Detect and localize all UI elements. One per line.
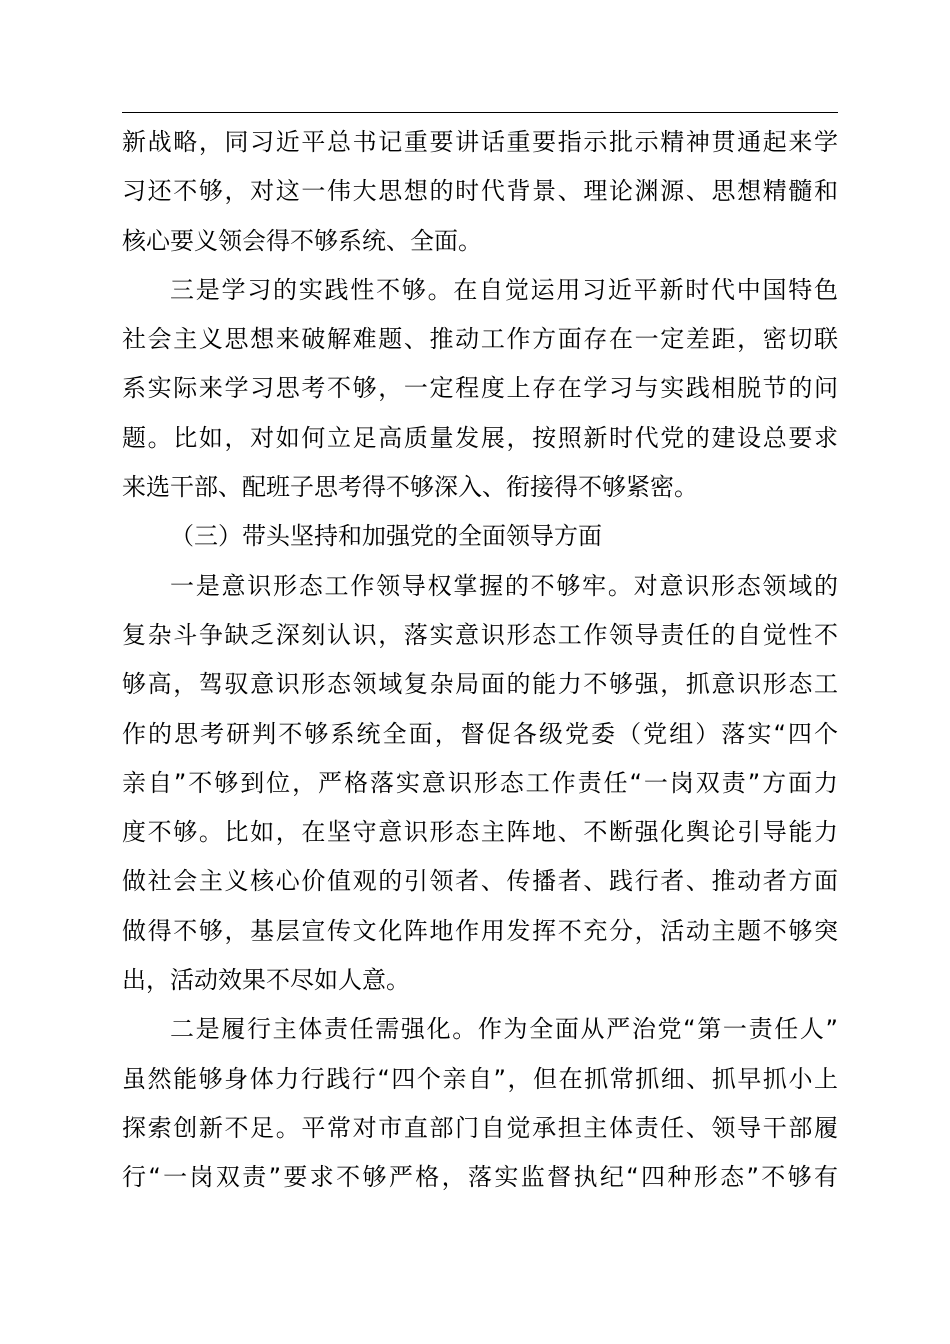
paragraph-start-line: 三是学习的实践性不够。在自觉运用习近平新时代中国特色 bbox=[170, 275, 838, 304]
text-line: 复杂斗争缺乏深刻认识，落实意识形态工作领导责任的自觉性不 bbox=[122, 620, 838, 649]
text-line: 探索创新不足。平常对市直部门自觉承担主体责任、领导干部履 bbox=[122, 1113, 838, 1142]
text-line: 够高，驾驭意识形态领域复杂局面的能力不够强，抓意识形态工 bbox=[122, 670, 838, 699]
document-body bbox=[122, 118, 838, 1203]
text-line: 题。比如，对如何立足高质量发展，按照新时代党的建设总要求 bbox=[122, 423, 838, 452]
text-line: 来选干部、配班子思考得不够深入、衔接得不够紧密。 bbox=[122, 473, 698, 502]
text-line: 作的思考研判不够系统全面，督促各级党委（党组）落实“四个 bbox=[122, 719, 838, 748]
text-line: 社会主义思想来破解难题、推动工作方面存在一定差距，密切联 bbox=[122, 325, 838, 354]
header-rule bbox=[122, 112, 838, 113]
text-line: 亲自”不够到位，严格落实意识形态工作责任“一岗双责”方面力 bbox=[122, 768, 838, 797]
section-heading: （三）带头坚持和加强党的全面领导方面 bbox=[170, 522, 602, 551]
text-line: 度不够。比如，在坚守意识形态主阵地、不断强化舆论引导能力 bbox=[122, 818, 838, 847]
text-line: 系实际来学习思考不够，一定程度上存在学习与实践相脱节的问 bbox=[122, 374, 838, 403]
paragraph-start-line: 二是履行主体责任需强化。作为全面从严治党“第一责任人” bbox=[170, 1015, 838, 1044]
text-line: 虽然能够身体力行践行“四个亲自”，但在抓常抓细、抓早抓小上 bbox=[122, 1064, 838, 1093]
text-line: 做社会主义核心价值观的引领者、传播者、践行者、推动者方面 bbox=[122, 867, 838, 896]
text-line: 新战略，同习近平总书记重要讲话重要指示批示精神贯通起来学 bbox=[122, 128, 838, 156]
text-line: 核心要义领会得不够系统、全面。 bbox=[122, 226, 482, 255]
text-line: 行“一岗双责”要求不够严格，落实监督执纪“四种形态”不够有 bbox=[122, 1163, 838, 1192]
text-line: 出，活动效果不尽如人意。 bbox=[122, 966, 410, 995]
text-line: 做得不够，基层宣传文化阵地作用发挥不充分，活动主题不够突 bbox=[122, 916, 838, 945]
text-line: 习还不够，对这一伟大思想的时代背景、理论渊源、思想精髓和 bbox=[122, 177, 838, 206]
paragraph-start-line: 一是意识形态工作领导权掌握的不够牢。对意识形态领域的 bbox=[170, 571, 838, 600]
